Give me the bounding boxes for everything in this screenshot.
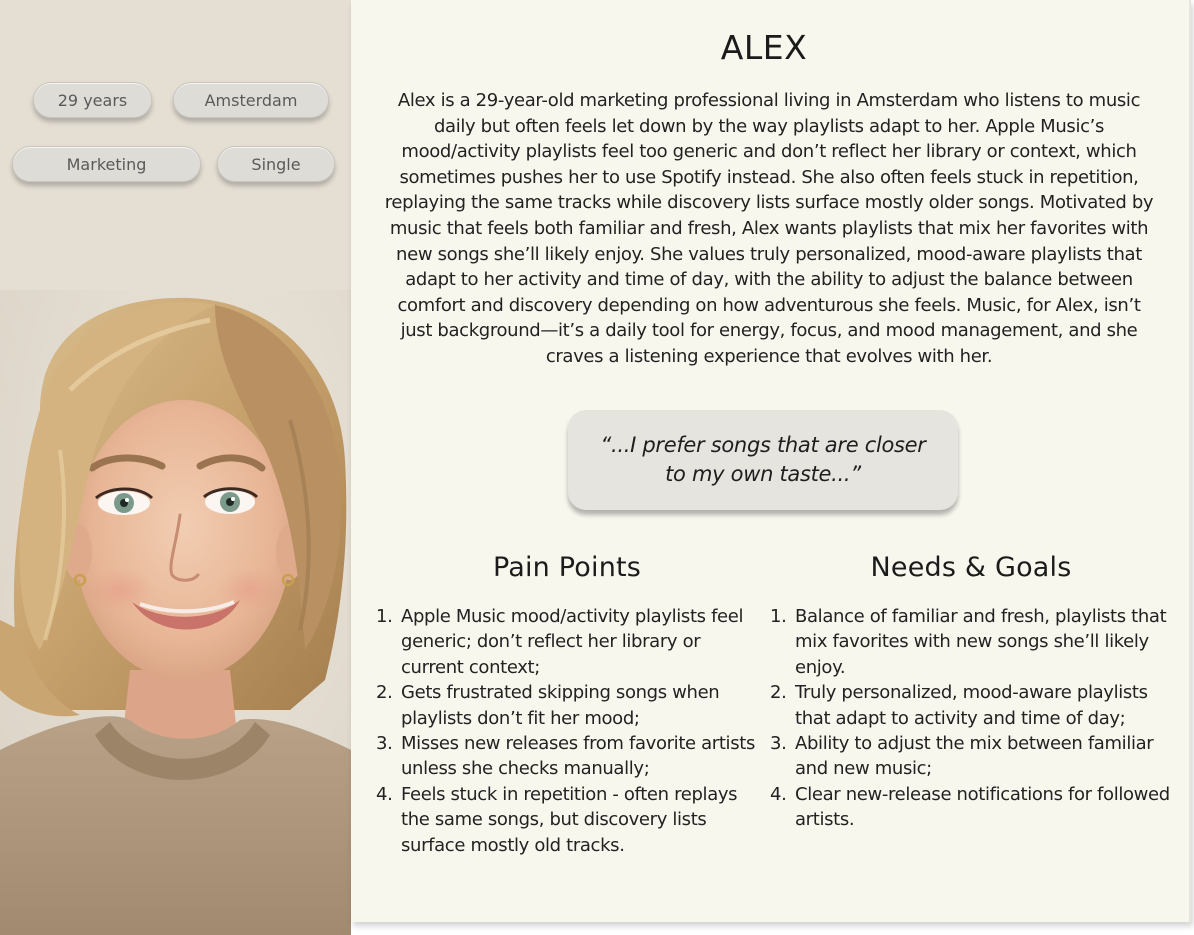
list-item-number: 4. [376, 783, 393, 805]
list-item-number: 3. [376, 733, 393, 755]
list-item-text: Clear new-release notifications for followed artists. [795, 783, 1170, 831]
list-item [376, 731, 761, 782]
persona-name: ALEX [720, 28, 808, 67]
list-item [770, 782, 1170, 833]
list-item-number: 2. [376, 682, 393, 704]
persona-card [351, 0, 1191, 922]
list-item [770, 604, 1170, 680]
list-item-text: Balance of familiar and fresh, playlists that mix favorites with new songs she’ll likely enjoy. [795, 606, 1167, 678]
list-item [770, 731, 1170, 782]
list-item-number: 2. [770, 682, 787, 704]
needs-goals-heading: Needs & Goals [870, 552, 1072, 583]
list-item-text: Gets frustrated skipping songs when playlists don’t fit her mood; [401, 682, 720, 729]
list-item-number: 1. [770, 606, 787, 627]
list-item-text: Ability to adjust the mix between familiar and new music; [795, 733, 1154, 780]
list-item-text: Feels stuck in repetition - often replays the same songs, but discovery lists surface mostly old tracks. [401, 783, 738, 856]
list-item-number: 1. [376, 606, 393, 627]
list-item-number: 3. [770, 733, 787, 755]
persona-quote: “...I prefer songs that are closer to my own taste...” [600, 433, 926, 486]
occupation-tag: Marketing [12, 146, 201, 182]
persona-portrait [0, 290, 351, 935]
pain-points-heading: Pain Points [492, 552, 642, 583]
list-item [376, 680, 761, 731]
list-item [376, 604, 761, 680]
list-item-text: Truly personalized, mood-aware playlists that adapt to activity and time of day; [795, 682, 1148, 729]
profile-sidebar [0, 0, 351, 935]
city-tag: Amsterdam [173, 82, 329, 118]
age-tag: 29 years [33, 82, 152, 118]
list-item-text: Apple Music mood/activity playlists feel generic; don’t reflect her library or current context; [401, 606, 744, 678]
persona-bio: Alex is a 29-year-old marketing professional living in Amsterdam who listens to music daily but often feels let down by the way playlists adapt to her. Apple Music’s mood/activity playlists feel too generic and don’t reflect her library or context, which sometimes pushes her to use Spotify instead. She also often feels stuck in repetition, replaying the same tracks while discovery lists surface mostly older songs. Motivated by music that feels both familiar and fresh, Alex wants playlists that mix her favorites with new songs she’ll likely enjoy. She values truly personalized, mood-aware playlists that adapt to her activity and time of day, with the ability to adjust the balance between comfort and discovery depending on how adventurous she feels. Music, for Alex, isn’t just background—it’s a daily tool for energy, focus, and mood management, and she craves a listening experience that evolves with her. [384, 90, 1154, 367]
list-item-number: 4. [770, 783, 787, 805]
persona-quote-box [568, 410, 958, 510]
relationship-status-tag: Single [217, 146, 335, 182]
list-item [376, 782, 761, 858]
needs-goals-list [770, 604, 1170, 833]
list-item [770, 680, 1170, 731]
pain-points-list [376, 604, 761, 858]
list-item-text: Misses new releases from favorite artists unless she checks manually; [401, 733, 755, 780]
